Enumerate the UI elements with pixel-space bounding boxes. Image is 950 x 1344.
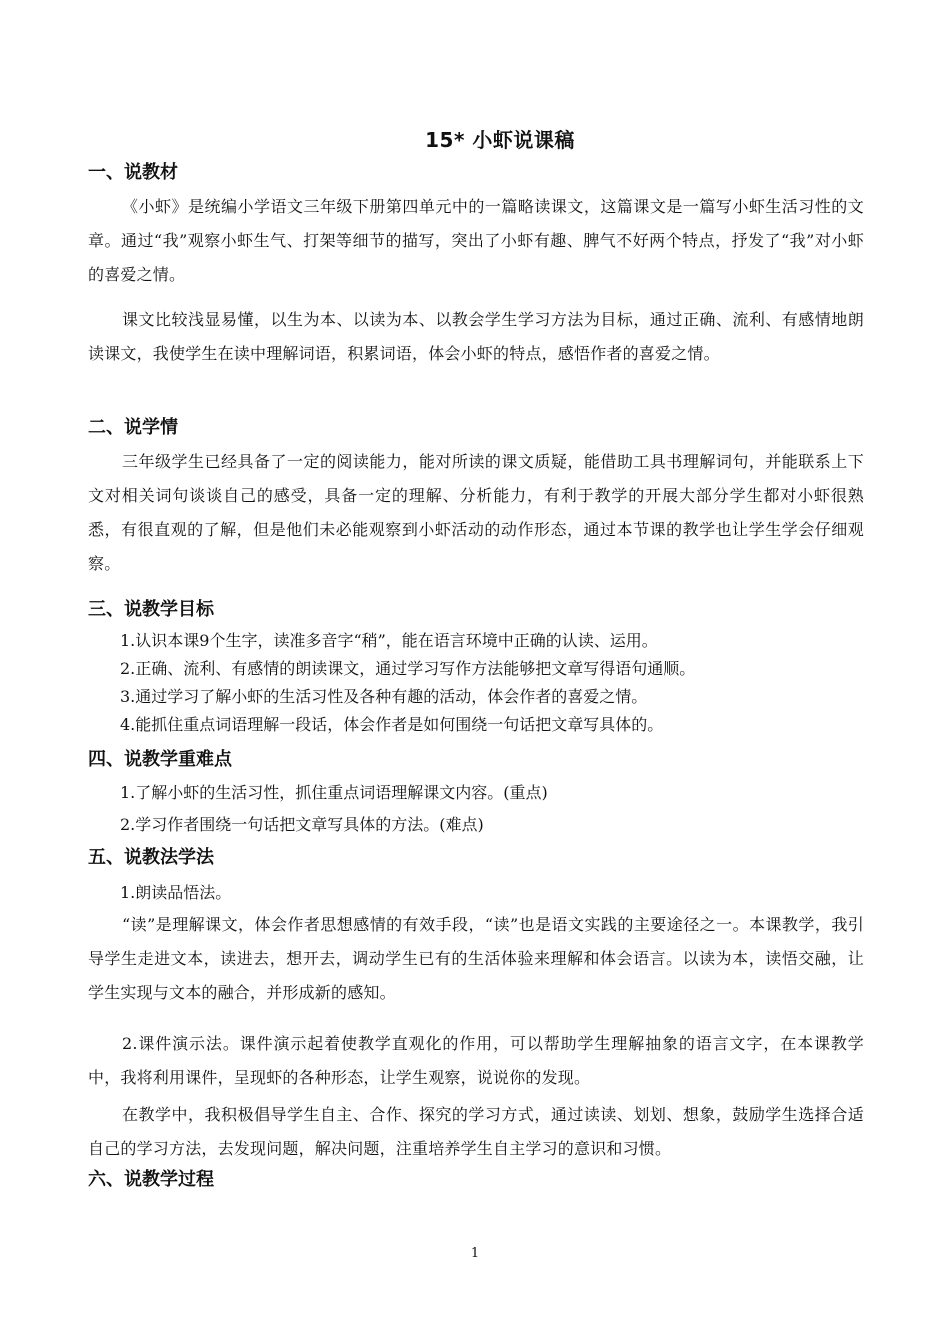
- goal-item-3: 3.通过学习了解小虾的生活习性及各种有趣的活动，体会作者的喜爱之情。: [120, 687, 648, 706]
- paragraph-learning-approach: 在教学中，我积极倡导学生自主、合作、探究的学习方式，通过读读、划划、想象，鼓励学生选择合适自己的学习方法，去发现问题，解决问题，注重培养学生自主学习的意识和习惯。: [88, 1105, 864, 1158]
- goal-item-1: 1.认识本课9个生字，读准多音字“稍”，能在语言环境中正确的认读、运用。: [120, 631, 658, 650]
- key-point-item-2: 2.学习作者围绕一句话把文章写具体的方法。(难点): [120, 815, 484, 834]
- method-item-1: 1.朗读品悟法。: [120, 883, 232, 902]
- paragraph-material-approach: 课文比较浅显易懂，以生为本、以读为本、以教会学生学习方法为目标，通过正确、流利、有感情地朗读课文，我使学生在读中理解词语，积累词语，体会小虾的特点，感悟作者的喜爱之情。: [88, 310, 864, 363]
- goal-item-4: 4.能抓住重点词语理解一段话，体会作者是如何围绕一句话把文章写具体的。: [120, 715, 664, 734]
- section-heading-student-analysis: 二、说学情: [88, 417, 178, 438]
- paragraph-courseware-method: 2.课件演示法。课件演示起着使教学直观化的作用，可以帮助学生理解抽象的语言文字，在本课教学中，我将利用课件，呈现虾的各种形态，让学生观察，说说你的发现。: [88, 1034, 864, 1087]
- goal-item-2: 2.正确、流利、有感情的朗读课文，通过学习写作方法能够把文章写得语句通顺。: [120, 659, 696, 678]
- key-point-item-1: 1.了解小虾的生活习性，抓住重点词语理解课文内容。(重点): [120, 783, 548, 802]
- paragraph-student-analysis: 三年级学生已经具备了一定的阅读能力，能对所读的课文质疑，能借助工具书理解词句，并能联系上下文对相关词句谈谈自己的感受，具备一定的理解、分析能力，有利于教学的开展大部分学生都对小虾很熟悉，有很直观的了解，但是他们未必能观察到小虾活动的动作形态，通过本节课的教学也让学生学会仔细观察。: [88, 452, 864, 573]
- section-heading-methods: 五、说教法学法: [88, 847, 214, 868]
- section-heading-teaching-material: 一、说教材: [88, 162, 178, 183]
- paragraph-reading-method: “读”是理解课文，体会作者思想感情的有效手段，“读”也是语文实践的主要途径之一。本课教学，我引导学生走进文本，读进去，想开去，调动学生已有的生活体验来理解和体会语言。以读为本，读悟交融，让学生实现与文本的融合，并形成新的感知。: [88, 915, 864, 1002]
- section-heading-teaching-process: 六、说教学过程: [88, 1169, 214, 1190]
- paragraph-material-intro: 《小虾》是统编小学语文三年级下册第四单元中的一篇略读课文，这篇课文是一篇写小虾生活习性的文章。通过“我”观察小虾生气、打架等细节的描写，突出了小虾有趣、脾气不好两个特点，抒发了“我”对小虾的喜爱之情。: [88, 197, 864, 284]
- section-heading-key-difficult-points: 四、说教学重难点: [88, 749, 232, 770]
- page-number: 1: [470, 1246, 480, 1261]
- section-heading-teaching-goals: 三、说教学目标: [88, 599, 214, 620]
- document-title: 15* 小虾说课稿: [425, 128, 575, 152]
